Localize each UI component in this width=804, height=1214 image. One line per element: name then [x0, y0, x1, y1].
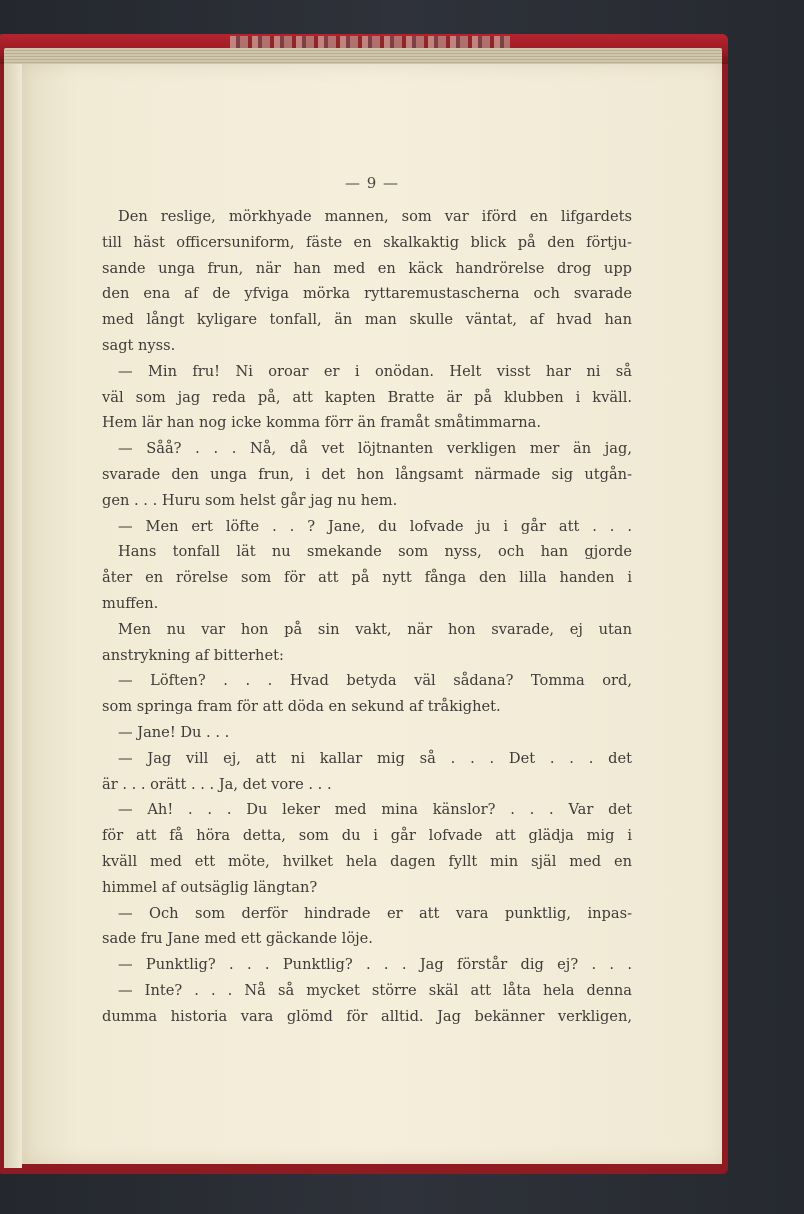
text-line: Hem lär han nog icke komma förr än framåt småtimmarna.	[102, 414, 542, 432]
text-line: Den reslige, mörkhyade mannen, som var iförd en lifgardets	[118, 208, 632, 225]
text-line: som springa fram för att döda en sekund af tråkighet.	[102, 698, 501, 716]
text-line: — Punktlig? . . . Punktlig? . . . Jag förstår dig ej? . . .	[118, 956, 632, 974]
text-line: sagt nyss.	[102, 336, 176, 354]
text-line: — Såå? . . . Nå, då vet löjtnanten verkligen mer än jag,	[118, 440, 632, 458]
body-text	[102, 204, 632, 1030]
text-line: sande unga frun, när han med en käck handrörelse drog upp	[102, 259, 632, 277]
text-line: anstrykning af bitterhet:	[102, 646, 284, 664]
text-line: svarade den unga frun, i det hon långsamt närmade sig utgån-	[102, 465, 632, 483]
text-line: — Inte? . . . Nå så mycket större skäl att låta hela denna	[118, 981, 632, 999]
book-page	[22, 64, 722, 1164]
text-line: är . . . orätt . . . Ja, det vore . . .	[102, 775, 332, 793]
text-line: gen . . . Huru som helst går jag nu hem.	[102, 491, 398, 509]
text-line: Hans tonfall lät nu smekande som nyss, och han gjorde	[118, 543, 632, 561]
text-line: med långt kyligare tonfall, än man skulle väntat, af hvad han	[102, 311, 632, 329]
text-line: — Och som derför hindrade er att vara punktlig, inpas-	[118, 904, 632, 922]
text-line: himmel af outsäglig längtan?	[102, 878, 318, 896]
text-line: kväll med ett möte, hvilket hela dagen fyllt min själ med en	[102, 852, 632, 870]
text-line: för att få höra detta, som du i går lofvade att glädja mig i	[102, 827, 632, 845]
text-line: — Ah! . . . Du leker med mina känslor? . . . Var det	[118, 801, 632, 819]
text-line: sade fru Jane med ett gäckande löje.	[102, 930, 373, 948]
text-line: muffen.	[102, 594, 159, 612]
text-line: — Löften? . . . Hvad betyda väl sådana? Tomma ord,	[118, 672, 632, 690]
text-line: — Jane! Du . . .	[118, 723, 230, 741]
text-line: Men nu var hon på sin vakt, när hon svarade, ej utan	[118, 620, 632, 638]
page-number: — 9 —	[344, 174, 400, 192]
text-line: dumma historia vara glömd för alltid. Jag bekänner verkligen,	[102, 1007, 632, 1025]
text-line: den ena af de yfviga mörka ryttaremustascherna och svarade	[102, 285, 632, 303]
text-line: — Jag vill ej, att ni kallar mig så . . . Det . . . det	[118, 749, 632, 767]
text-line: till häst officersuniform, fäste en skalkaktig blick på den förtju-	[102, 233, 632, 251]
text-line: väl som jag reda på, att kapten Bratte är på klubben i kväll.	[102, 388, 632, 406]
text-line: — Min fru! Ni oroar er i onödan. Helt visst har ni så	[118, 362, 632, 380]
text-line: åter en rörelse som för att på nytt fånga den lilla handen i	[102, 569, 632, 587]
book-spine-edge	[0, 64, 22, 1168]
text-line: — Men ert löfte . . ? Jane, du lofvade ju i går att . . .	[118, 517, 632, 535]
